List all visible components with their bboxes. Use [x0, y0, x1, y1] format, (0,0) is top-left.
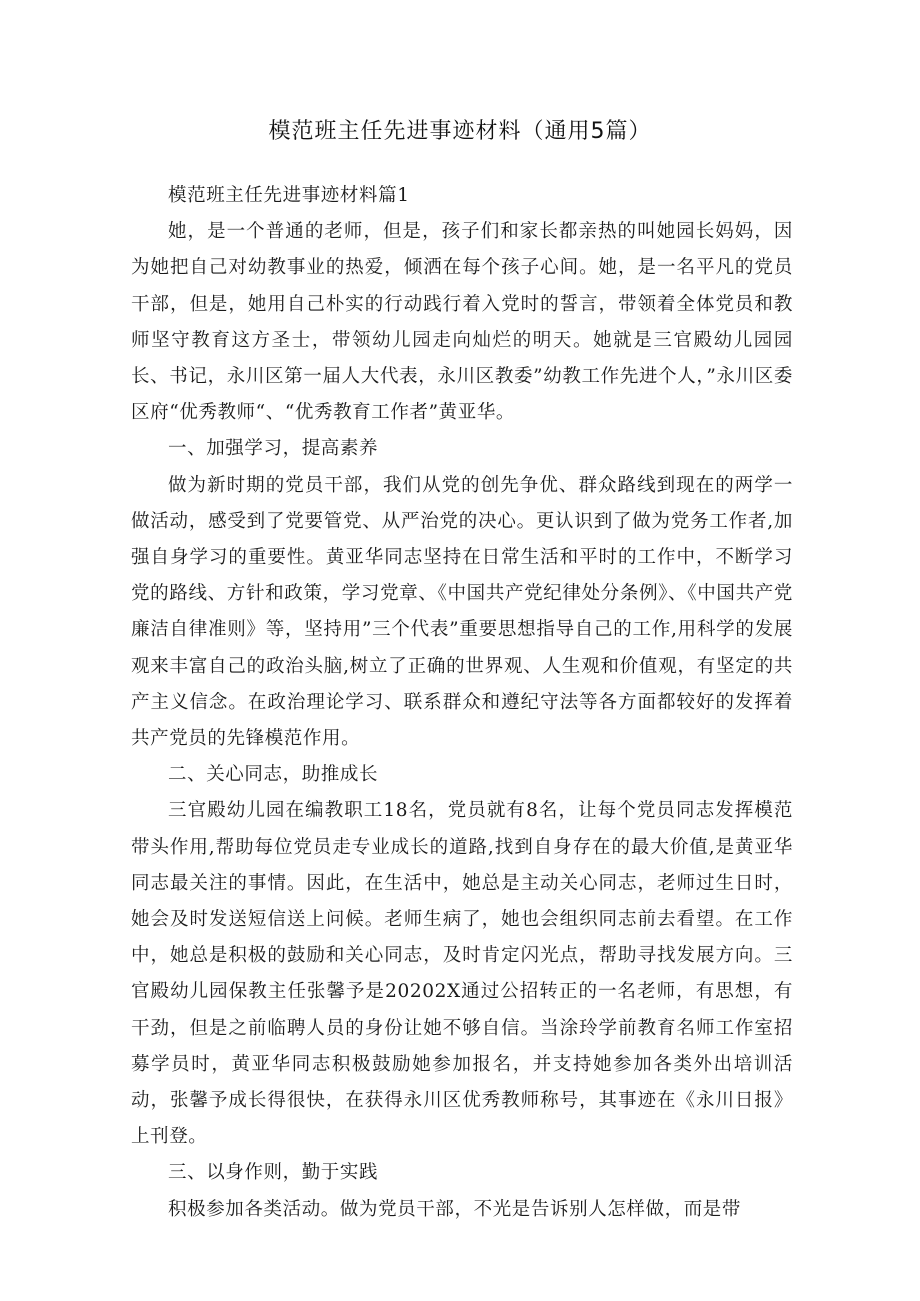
subsection-heading: 二、关心同志，助推成长: [168, 764, 379, 786]
subsection-heading: 三、以身作则，勤于实践: [168, 1162, 379, 1184]
body-paragraph: 她，是一个普通的老师，但是，孩子们和家长都亲热的叫她园长妈妈，因为她把自己对幼教事业的热爱，倾洒在每个孩子心间。她，是一名平凡的党员干部，但是，她用自己朴实的行动践行着入党时的誓言，带领着全体党员和教师坚守教育这方圣士，带领幼儿园走向灿烂的明天。她就是三官殿幼儿园园长、书记，永川区第一届人大代表，永川区教委”幼教工作先进个人，”永川区委区府“优秀教师“、“优秀教育工作者”黄亚华。: [131, 221, 793, 424]
body-paragraph: 做为新时期的党员干部，我们从党的创先争优、群众路线到现在的两学一做活动，感受到了党要管党、从严治党的决心。更认识到了做为党务工作者,加强自身学习的重要性。黄亚华同志坚持在日常生活和平时的工作中，不断学习党的路线、方针和政策，学习党章、《中国共产党纪律处分条例》、《中国共产党廉洁自律准则》等，坚持用”三个代表”重要思想指导自己的工作,用科学的发展观来丰富自己的政治头脑,树立了正确的世界观、人生观和价值观，有坚定的共产主义信念。在政治理论学习、联系群众和遵纪守法等各方面都较好的发挥着共产党员的先锋模范作用。: [131, 474, 793, 750]
document-body: [131, 178, 793, 1228]
body-paragraph: 三官殿幼儿园在编教职工18名，党员就有8名，让每个党员同志发挥模范带头作用,帮助每位党员走专业成长的道路,找到自身存在的最大价值,是黄亚华同志最关注的事情。因此，在生活中，她总是主动关心同志，老师过生日时，她会及时发送短信送上问候。老师生病了，她也会组织同志前去看望。在工作中，她总是积极的鼓励和关心同志，及时肯定闪光点，帮助寻找发展方向。三官殿幼儿园保教主任张馨予是20202X通过公招转正的一名老师，有思想，有干劲，但是之前临聘人员的身份让她不够自信。当涂玲学前教育名师工作室招募学员时，黄亚华同志积极鼓励她参加报名，并支持她参加各类外出培训活动，张馨予成长得很快，在获得永川区优秀教师称号，其事迹在《永川日报》上刊登。: [131, 800, 793, 1148]
body-paragraph: 积极参加各类活动。做为党员干部，不光是告诉别人怎样做，而是带: [168, 1198, 742, 1220]
subsection-heading: 一、加强学习，提高素养: [168, 438, 379, 460]
section-heading: 模范班主任先进事迹材料篇1: [168, 185, 410, 206]
document-title: 模范班主任先进事迹材料（通用5篇）: [268, 119, 652, 144]
